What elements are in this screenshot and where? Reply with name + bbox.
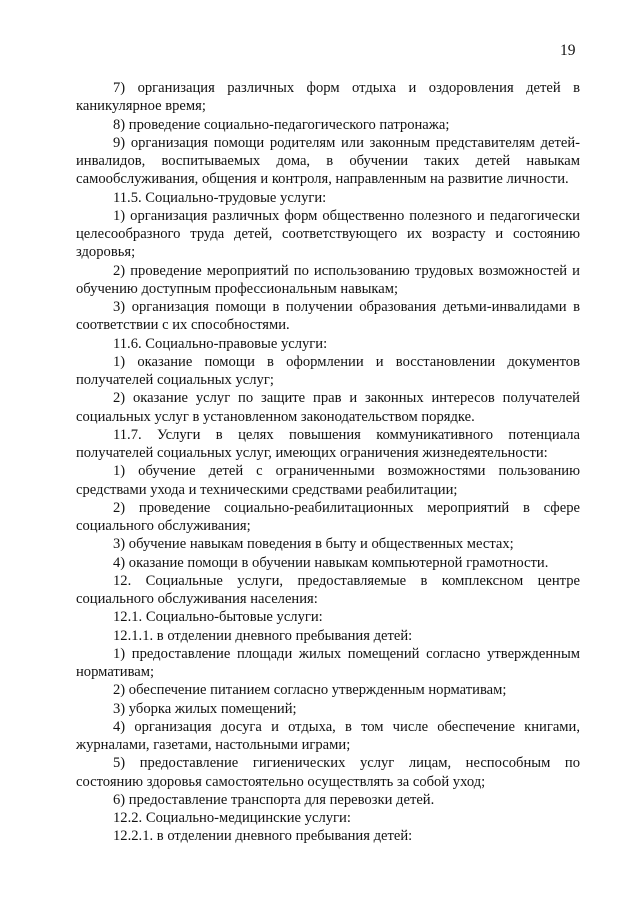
paragraph: 8) проведение социально-педагогического патронажа; — [113, 116, 450, 133]
paragraph: 2) проведение социально-реабилитационных мероприятий в сфере социального обслуживания; — [76, 499, 580, 534]
paragraph: 5) предоставление гигиенических услуг лицам, неспособным по состоянию здоровья самостоятельно осуществлять за собой уход; — [76, 755, 580, 790]
section-heading: 12. Социальные услуги, предоставляемые в комплексном центре социального обслуживания населения: — [76, 572, 580, 607]
paragraph: 3) обучение навыкам поведения в быту и общественных местах; — [113, 536, 514, 553]
section-heading: 12.2.1. в отделении дневного пребывания детей: — [113, 828, 413, 845]
section-heading: 11.6. Социально-правовые услуги: — [113, 335, 328, 352]
section-heading: 11.5. Социально-трудовые услуги: — [113, 189, 327, 206]
paragraph: 4) организация досуга и отдыха, в том числе обеспечение книгами, журналами, газетами, настольными играми; — [76, 718, 580, 753]
paragraph: 3) уборка жилых помещений; — [113, 700, 297, 717]
paragraph: 2) проведение мероприятий по использованию трудовых возможностей и обучению доступным профессиональным навыкам; — [76, 262, 580, 297]
paragraph: 2) оказание услуг по защите прав и законных интересов получателей социальных услуг в установленном законодательством порядке. — [76, 390, 580, 425]
section-heading: 12.1.1. в отделении дневного пребывания детей: — [113, 627, 413, 644]
paragraph: 1) обучение детей с ограниченными возможностями пользованию средствами ухода и техническими средствами реабилитации; — [76, 463, 580, 498]
paragraph: 7) организация различных форм отдыха и оздоровления детей в каникулярное время; — [76, 80, 580, 115]
section-heading: 12.1. Социально-бытовые услуги: — [113, 609, 323, 626]
paragraph: 1) оказание помощи в оформлении и восстановлении документов получателей социальных услуг; — [76, 353, 580, 388]
paragraph: 6) предоставление транспорта для перевозки детей. — [113, 791, 435, 808]
paragraph: 1) предоставление площади жилых помещений согласно утвержденным нормативам; — [76, 645, 580, 680]
section-heading: 11.7. Услуги в целях повышения коммуникативного потенциала получателей социальных услуг, имеющих ограничения жизнедеятельности: — [76, 426, 580, 461]
paragraph: 9) организация помощи родителям или законным представителям детей-инвалидов, воспитываемых дома, в обучении таких детей навыкам самообслуживания, общения и контроля, направленным на развитие личности. — [76, 134, 580, 188]
document-body — [76, 79, 580, 846]
paragraph: 4) оказание помощи в обучении навыкам компьютерной грамотности. — [113, 554, 549, 571]
paragraph: 1) организация различных форм общественно полезного и педагогически целесообразного труда детей, соответствующего их возрасту и состоянию здоровья; — [76, 207, 580, 261]
page-number: 19 — [560, 42, 576, 59]
section-heading: 12.2. Социально-медицинские услуги: — [113, 810, 351, 826]
paragraph: 3) организация помощи в получении образования детьми-инвалидами в соответствии с их способностями. — [76, 299, 580, 334]
paragraph: 2) обеспечение питанием согласно утвержденным нормативам; — [113, 682, 507, 699]
